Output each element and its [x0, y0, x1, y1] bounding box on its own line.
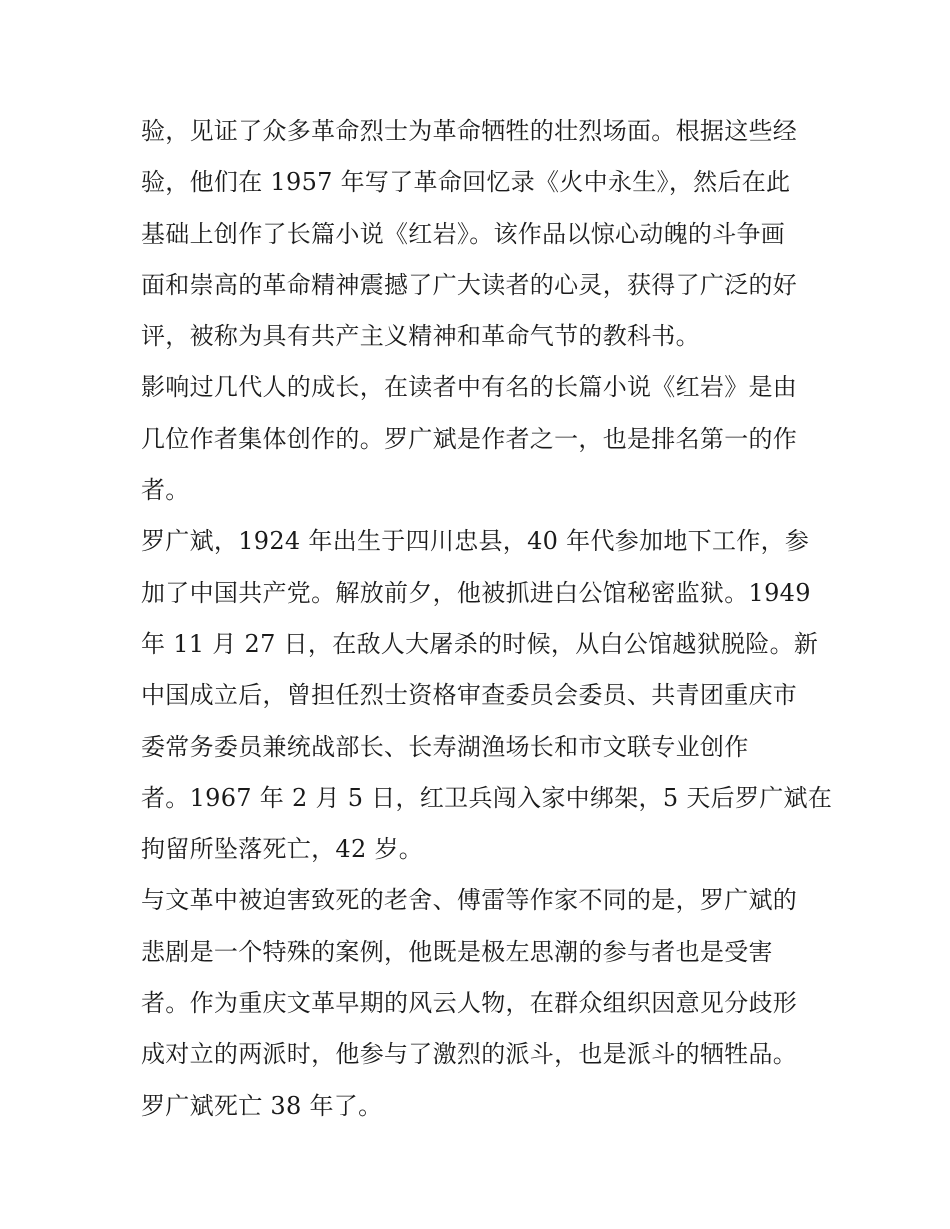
- text-line: 与文革中被迫害致死的老舍、傅雷等作家不同的是，罗广斌的: [141, 886, 798, 915]
- text-line: 悲剧是一个特殊的案例，他既是极左思潮的参与者也是受害: [141, 937, 773, 966]
- text-line: 罗广斌死亡 38 年了。: [141, 1091, 383, 1120]
- text-line: 委常务委员兼统战部长、长寿湖渔场长和市文联专业创作: [141, 732, 749, 761]
- paragraph-3: [141, 516, 833, 875]
- text-line: 年 11 月 27 日，在敌人大屠杀的时候，从白公馆越狱脱险。新: [141, 629, 819, 658]
- text-line: 成对立的两派时，他参与了激烈的派斗，也是派斗的牺牲品。: [141, 1040, 798, 1069]
- text-line: 几位作者集体创作的。罗广斌是作者之一，也是排名第一的作: [141, 424, 798, 453]
- text-line: 加了中国共产党。解放前夕，他被抓进白公馆秘密监狱。1949: [141, 578, 811, 607]
- text-line: 面和崇高的革命精神震撼了广大读者的心灵，获得了广泛的好: [141, 270, 798, 299]
- paragraph-2: [141, 362, 813, 516]
- text-line: 验，见证了众多革命烈士为革命牺牲的壮烈场面。根据这些经: [141, 117, 798, 145]
- text-line: 者。作为重庆文革早期的风云人物，在群众组织因意见分歧形: [141, 989, 798, 1018]
- text-line: 评，被称为具有共产主义精神和革命气节的教科书。: [141, 322, 700, 351]
- text-line: 影响过几代人的成长，在读者中有名的长篇小说《红岩》是由: [141, 373, 798, 402]
- document-body: [141, 106, 833, 1132]
- text-line: 者。: [141, 476, 190, 505]
- text-line: 拘留所坠落死亡，42 岁。: [141, 835, 424, 864]
- text-line: 验，他们在 1957 年写了革命回忆录《火中永生》，然后在此: [141, 168, 791, 197]
- text-line: 罗广斌，1924 年出生于四川忠县，40 年代参加地下工作，参: [141, 527, 810, 556]
- paragraph-4: [141, 875, 813, 1131]
- text-line: 基础上创作了长篇小说《红岩》。该作品以惊心动魄的斗争画: [141, 219, 786, 248]
- text-line: 中国成立后，曾担任烈士资格审查委员会委员、共青团重庆市: [141, 681, 798, 710]
- text-line: 者。1967 年 2 月 5 日，红卫兵闯入家中绑架，5 天后罗广斌在: [141, 783, 833, 812]
- paragraph-1: [141, 106, 813, 362]
